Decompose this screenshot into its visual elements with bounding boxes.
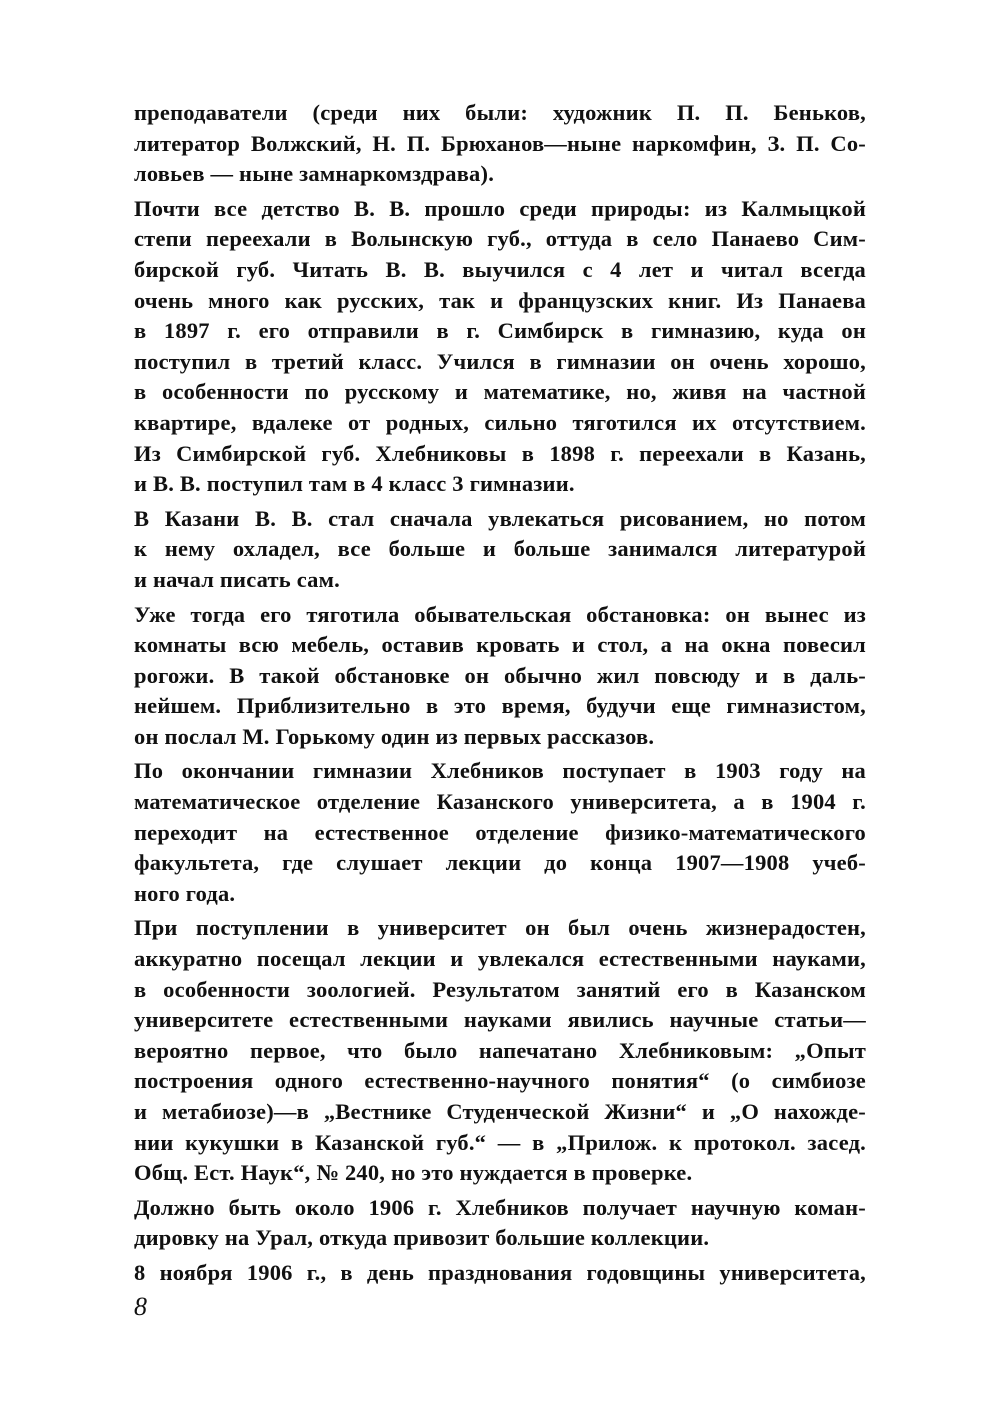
paragraph (134, 504, 866, 596)
text-line: математическое отделение Казанского университета, а в 1904 г. (134, 789, 866, 815)
body-text (134, 98, 866, 1293)
text-line: построения одного естественно-научного понятия“ (о симбиозе (134, 1068, 866, 1094)
paragraph (134, 194, 866, 500)
text-line: нии кукушки в Казанской губ.“ — в „Прилож. к протокол. засед. (134, 1129, 866, 1155)
text-line: ловьев — ныне замнаркомздрава). (134, 161, 495, 187)
text-line: Уже тогда его тяготила обывательская обстановка: он вынес из (134, 601, 866, 627)
text-line: в особенности по русскому и математике, но, живя на частной (134, 379, 866, 405)
paragraph (134, 1193, 866, 1254)
paragraph (134, 913, 866, 1188)
text-line: и начал писать сам. (134, 566, 340, 592)
text-line: В Казани В. В. стал сначала увлекаться рисованием, но потом (134, 505, 866, 531)
text-line: университете естественными науками явились научные статьи— (134, 1007, 866, 1033)
text-line: Из Симбирской губ. Хлебниковы в 1898 г. переехали в Казань, (134, 440, 866, 466)
paragraph (134, 756, 866, 909)
text-line: Почти все детство В. В. прошло среди природы: из Калмыцкой (134, 195, 866, 221)
text-line: квартире, вдалеке от родных, сильно тяготился их отсутствием. (134, 409, 866, 435)
text-line: очень много как русских, так и французских книг. Из Панаева (134, 287, 866, 313)
text-line: ного года. (134, 880, 236, 906)
text-line: литератор Волжский, Н. П. Брюханов—ныне наркомфин, З. П. Со- (134, 130, 866, 156)
text-line: Общ. Ест. Наук“, № 240, но это нуждается в проверке. (134, 1160, 693, 1186)
text-line: По окончании гимназии Хлебников поступает в 1903 году на (134, 758, 866, 784)
text-line: факультета, где слушает лекции до конца 1907—1908 учеб- (134, 850, 866, 876)
text-line: вероятно первое, что было напечатано Хлебниковым: „Опыт (134, 1037, 866, 1063)
text-line: поступил в третий класс. Учился в гимназии он очень хорошо, (134, 348, 866, 374)
text-line: переходит на естественное отделение физико-математического (134, 819, 866, 845)
paragraph (134, 98, 866, 190)
paragraph (134, 1258, 866, 1289)
text-line: Должно быть около 1906 г. Хлебников получает научную коман- (134, 1194, 866, 1220)
text-line: к нему охладел, все больше и больше занимался литературой (134, 536, 866, 562)
text-line: степи переехали в Волынскую губ., оттуда в село Панаево Сим- (134, 226, 866, 252)
text-line: в 1897 г. его отправили в г. Симбирск в гимназию, куда он (134, 318, 866, 344)
paragraph (134, 600, 866, 753)
text-line: нейшем. Приблизительно в это время, будучи еще гимназистом, (134, 693, 866, 719)
text-line: аккуратно посещал лекции и увлекался естественными науками, (134, 946, 866, 972)
text-line: дировку на Урал, откуда привозит большие коллекции. (134, 1225, 710, 1251)
page-number: 8 (134, 1292, 147, 1321)
text-line: При поступлении в университет он был очень жизнерадостен, (134, 915, 866, 941)
text-line: комнаты всю мебель, оставив кровать и стол, а на окна повесил (134, 632, 866, 658)
text-line: и В. В. поступил там в 4 класс 3 гимназии. (134, 471, 575, 497)
text-line: он послал М. Горькому один из первых рассказов. (134, 723, 655, 749)
text-line: рогожи. В такой обстановке он обычно жил повсюду и в даль- (134, 662, 866, 688)
text-line: в особенности зоологией. Результатом занятий его в Казанском (134, 976, 866, 1002)
text-line: 8 ноября 1906 г., в день празднования годовщины университета, (134, 1259, 866, 1285)
text-line: и метабиозе)—в „Вестнике Студенческой Жизни“ и „О нахожде- (134, 1099, 866, 1124)
text-line: бирской губ. Читать В. В. выучился с 4 лет и читал всегда (134, 256, 866, 282)
text-line: преподаватели (среди них были: художник П. П. Беньков, (134, 100, 866, 125)
